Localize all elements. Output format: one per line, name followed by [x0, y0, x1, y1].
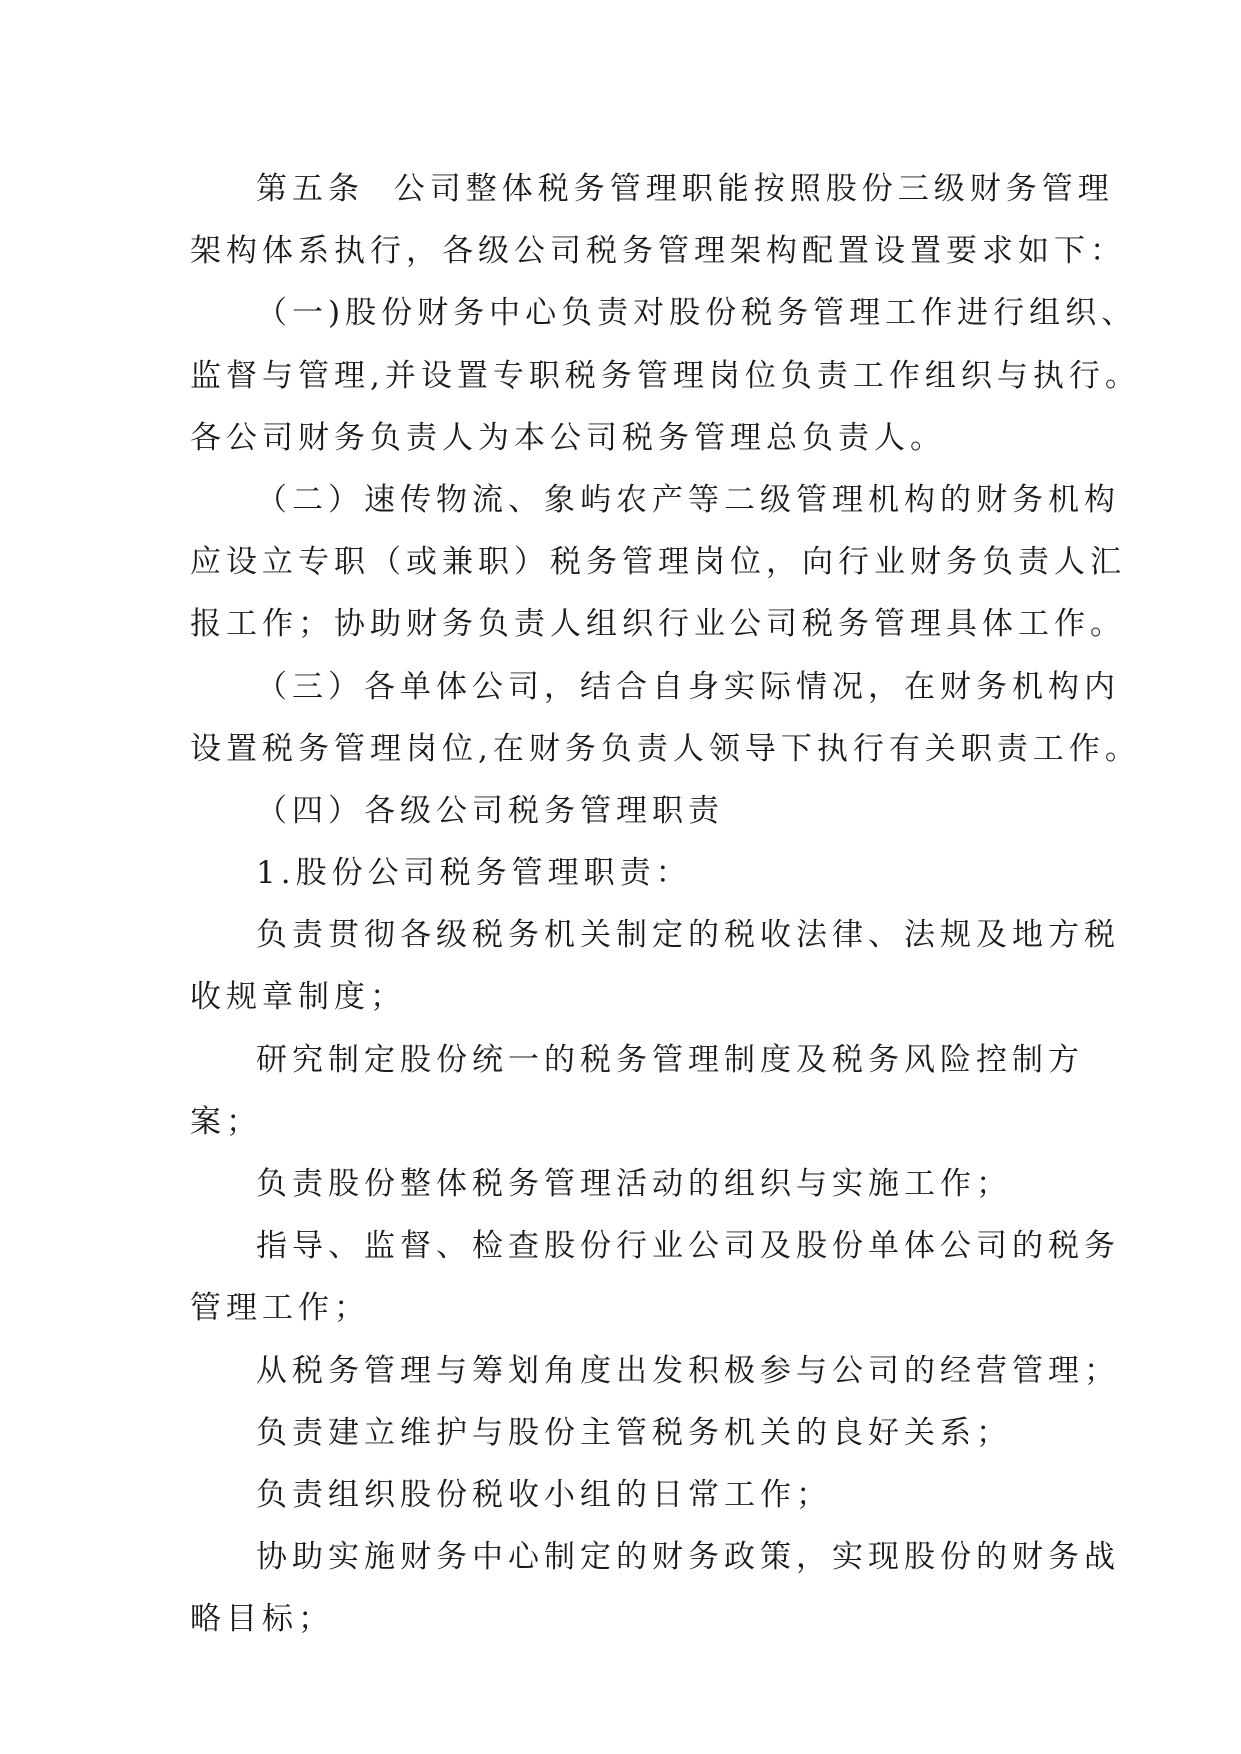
text-line: （一)股份财务中心负责对股份税务管理工作进行组织、	[256, 295, 1138, 332]
text-line: 负责组织股份税收小组的日常工作；	[256, 1476, 832, 1513]
text-line: 指导、监督、检查股份行业公司及股份单体公司的税务	[256, 1228, 1120, 1265]
text-line: 报工作；协助财务负责人组织行业公司税务管理具体工作。	[190, 606, 1126, 643]
text-line: 监督与管理,并设置专职税务管理岗位负责工作组织与执行。	[190, 357, 1141, 394]
text-line: 应设立专职（或兼职）税务管理岗位，向行业财务负责人汇	[190, 544, 1126, 581]
document-body	[190, 158, 1141, 1651]
section-heading: （四）各级公司税务管理职责	[256, 792, 724, 829]
text-line: 设置税务管理岗位,在财务负责人领导下执行有关职责工作。	[190, 730, 1141, 767]
text-line: 管理工作；	[190, 1290, 370, 1327]
text-line: 略目标；	[190, 1601, 334, 1638]
subsection-heading: 1.股份公司税务管理职责：	[256, 855, 692, 892]
text-line: 第五条 公司整体税务管理职能按照股份三级财务管理	[256, 171, 1114, 207]
text-line: 负责股份整体税务管理活动的组织与实施工作；	[256, 1166, 1012, 1202]
text-line: 协助实施财务中心制定的财务政策，实现股份的财务战	[256, 1539, 1120, 1576]
text-line: 各公司财务负责人为本公司税务管理总负责人。	[190, 419, 946, 456]
text-line: （二）速传物流、象屿农产等二级管理机构的财务机构	[256, 481, 1120, 518]
text-line: 架构体系执行，各级公司税务管理架构配置设置要求如下：	[190, 233, 1126, 270]
text-line: 研究制定股份统一的税务管理制度及税务风险控制方	[256, 1041, 1084, 1078]
text-line: 负责建立维护与股份主管税务机关的良好关系；	[256, 1414, 1012, 1451]
text-line: 案；	[190, 1103, 262, 1140]
text-line: （三）各单体公司，结合自身实际情况，在财务机构内	[256, 668, 1120, 705]
text-line: 从税务管理与筹划角度出发积极参与公司的经营管理；	[256, 1352, 1120, 1389]
text-line: 负责贯彻各级税务机关制定的税收法律、法规及地方税	[256, 917, 1120, 954]
text-line: 收规章制度；	[190, 979, 406, 1016]
